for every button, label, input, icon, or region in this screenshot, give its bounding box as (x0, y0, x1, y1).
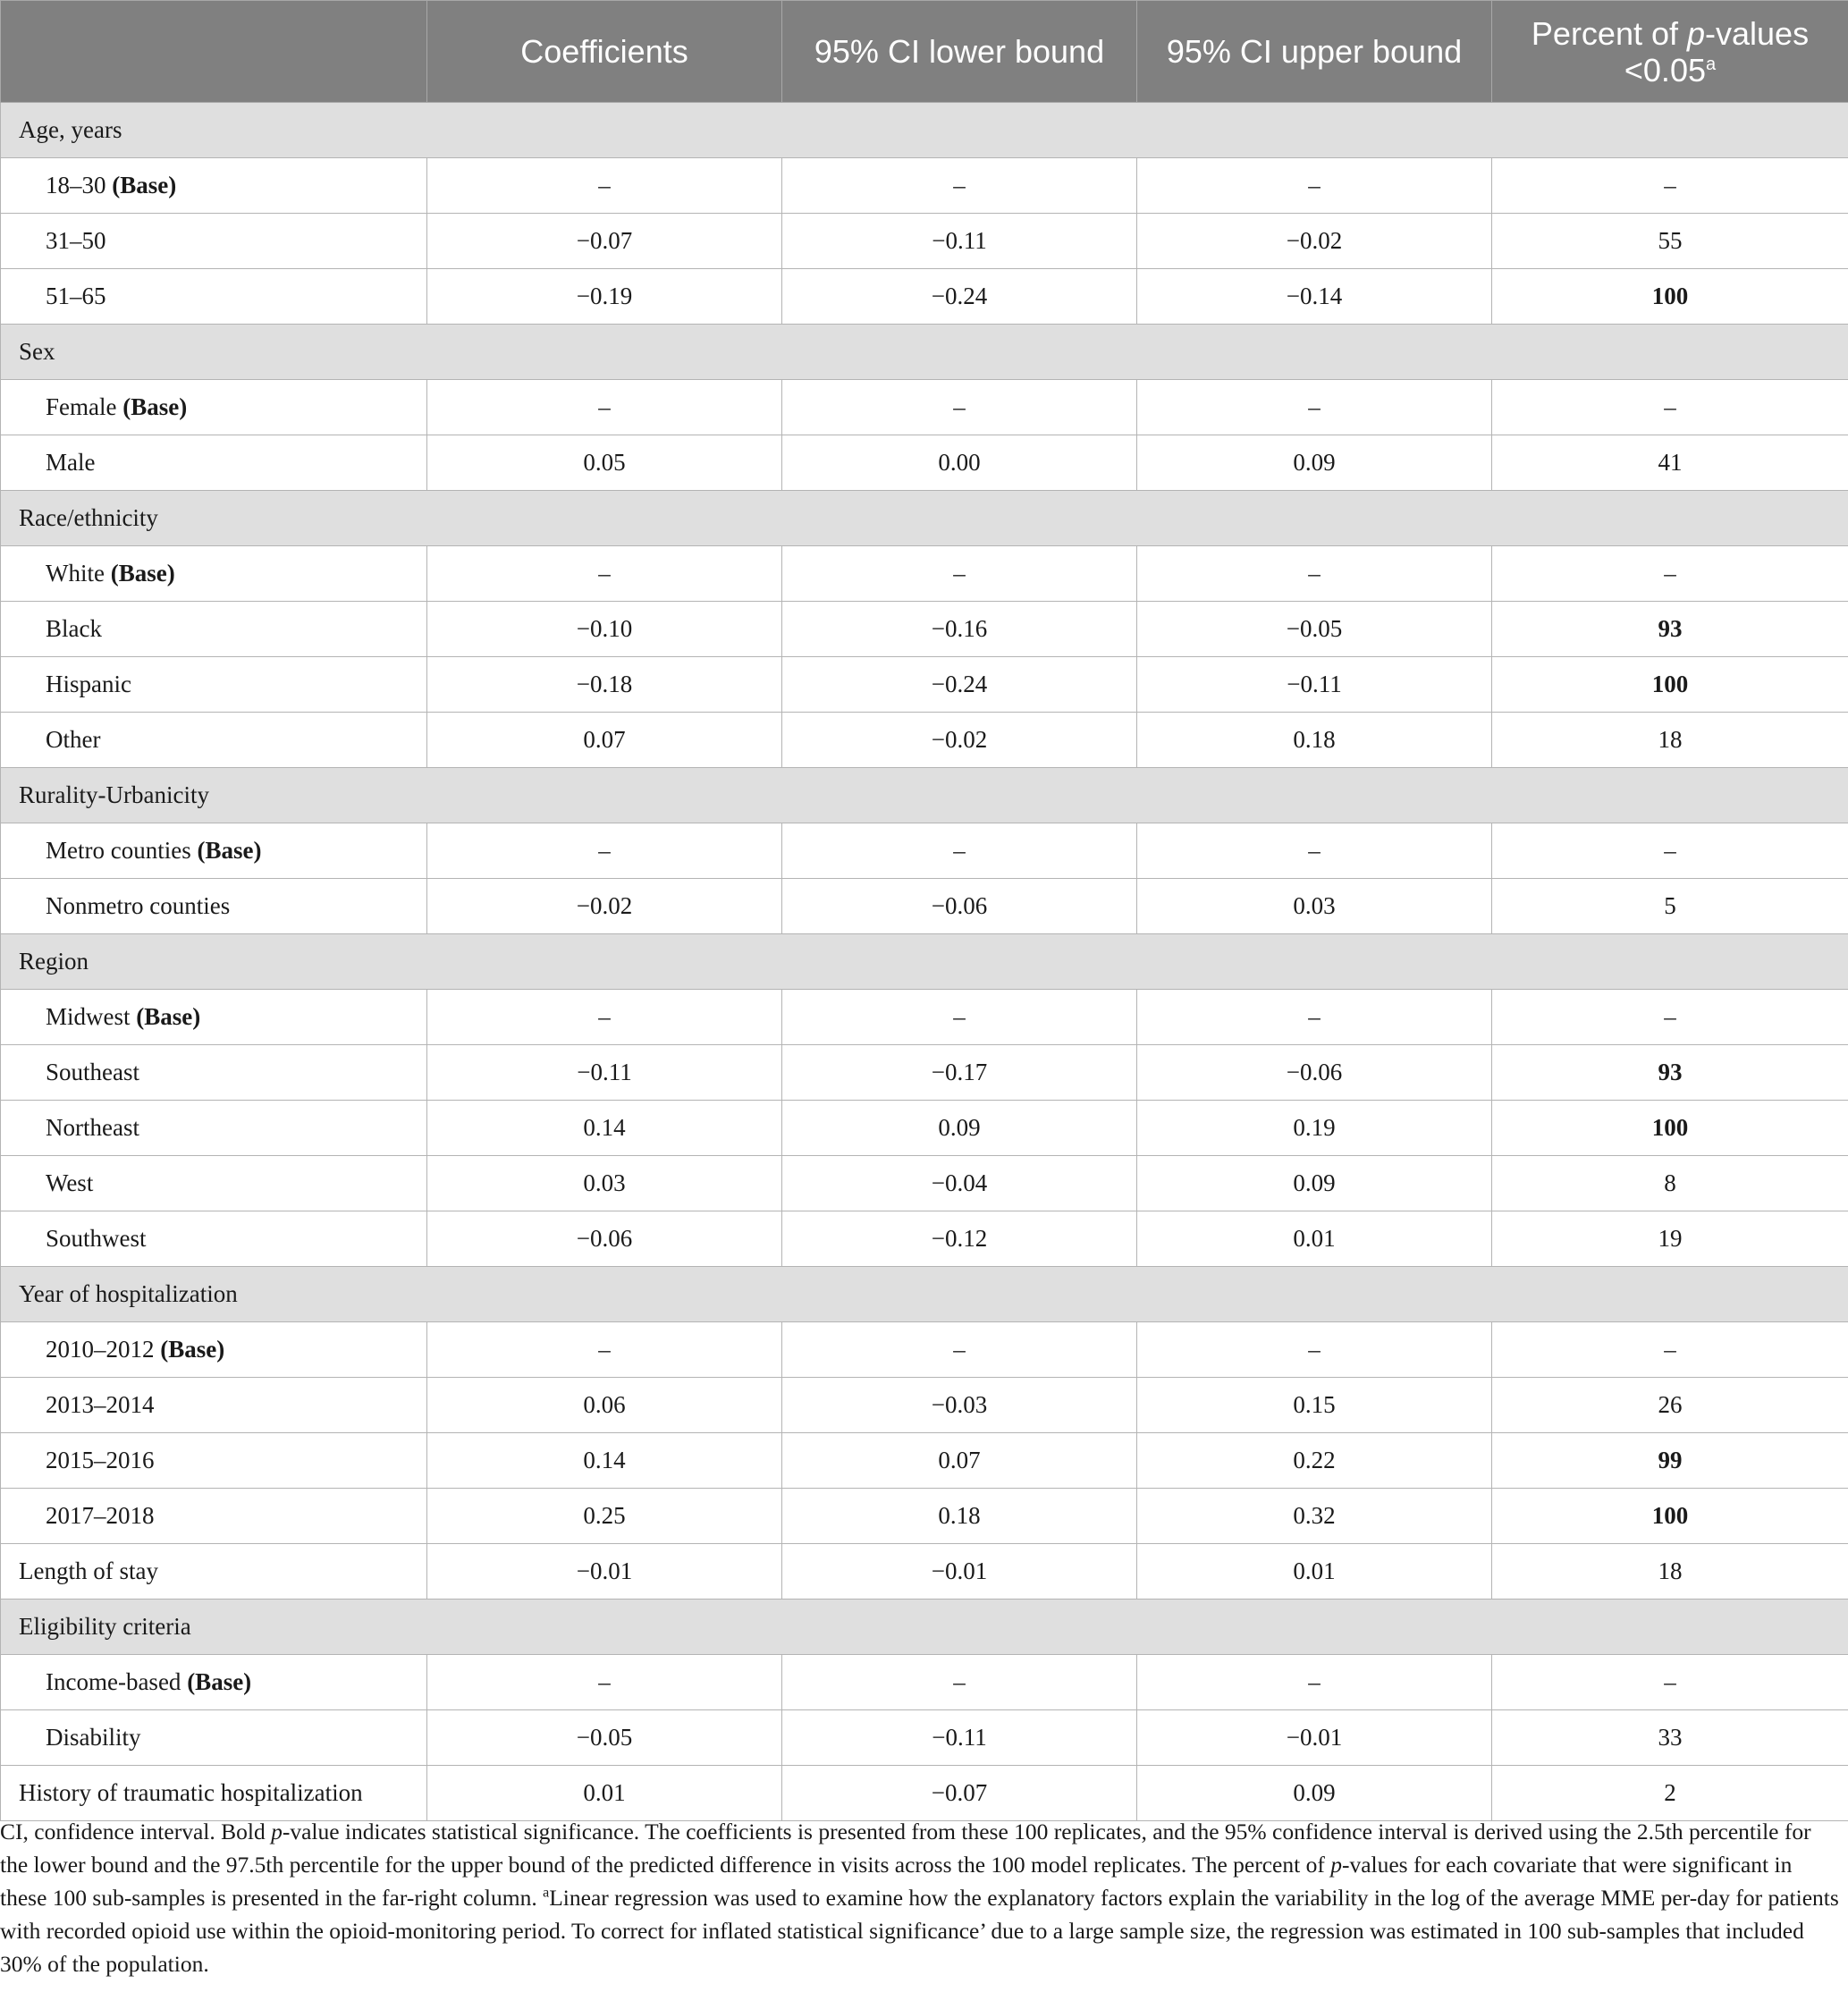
section-row (1, 768, 1848, 823)
coefficient-cell: 0.07 (427, 713, 782, 768)
ci-lower-cell: −0.11 (782, 214, 1137, 269)
coefficient-cell: 0.06 (427, 1378, 782, 1433)
coefficient-cell: −0.11 (427, 1045, 782, 1101)
section-label: Eligibility criteria (1, 1600, 1848, 1655)
coefficient-cell: 0.03 (427, 1156, 782, 1211)
coefficient-cell: −0.05 (427, 1710, 782, 1766)
base-tag: (Base) (112, 172, 177, 198)
percent-pvalue-cell: 93 (1492, 602, 1848, 657)
percent-pvalue-cell: 8 (1492, 1156, 1848, 1211)
ci-lower-cell: −0.01 (782, 1544, 1137, 1600)
ci-upper-cell: – (1137, 158, 1492, 214)
ci-upper-cell: – (1137, 1655, 1492, 1710)
header-pvalue-suffix: -values (1705, 14, 1810, 52)
ci-lower-cell: – (782, 1322, 1137, 1378)
percent-pvalue-cell: 100 (1492, 1489, 1848, 1544)
row-label (1, 380, 427, 435)
section-label: Age, years (1, 103, 1848, 158)
ci-upper-cell: 0.01 (1137, 1211, 1492, 1267)
coefficient-cell: −0.06 (427, 1211, 782, 1267)
percent-pvalue-cell: 100 (1492, 657, 1848, 713)
row-label (1, 1378, 427, 1433)
table-row (1, 158, 1848, 214)
table-row (1, 214, 1848, 269)
row-label-text: Black (46, 615, 102, 642)
coefficient-cell: −0.01 (427, 1544, 782, 1600)
coefficient-cell: −0.18 (427, 657, 782, 713)
table-row (1, 1489, 1848, 1544)
table-row (1, 1045, 1848, 1101)
ci-upper-cell: 0.15 (1137, 1378, 1492, 1433)
ci-lower-cell: −0.12 (782, 1211, 1137, 1267)
ci-upper-cell: – (1137, 546, 1492, 602)
row-label (1, 269, 427, 325)
coefficient-cell: 0.25 (427, 1489, 782, 1544)
section-row (1, 1267, 1848, 1322)
percent-pvalue-cell: 18 (1492, 1544, 1848, 1600)
base-tag: (Base) (122, 393, 188, 420)
footnote-mark: a (543, 1885, 550, 1901)
base-tag: (Base) (197, 837, 262, 864)
ci-upper-cell: 0.18 (1137, 713, 1492, 768)
footnote-italic-p-2: p (1330, 1852, 1342, 1878)
coefficient-cell: −0.10 (427, 602, 782, 657)
row-label-text: Northeast (46, 1114, 139, 1141)
section-label: Region (1, 934, 1848, 990)
ci-lower-cell: −0.02 (782, 713, 1137, 768)
ci-lower-cell: −0.24 (782, 657, 1137, 713)
table-row (1, 546, 1848, 602)
percent-pvalue-cell: 33 (1492, 1710, 1848, 1766)
section-row (1, 325, 1848, 380)
percent-pvalue-cell: 5 (1492, 879, 1848, 934)
row-label-text: Female (46, 393, 117, 420)
section-row (1, 1600, 1848, 1655)
coefficient-cell: – (427, 990, 782, 1045)
row-label-text: Length of stay (19, 1557, 158, 1584)
row-label (1, 1710, 427, 1766)
percent-pvalue-cell: – (1492, 546, 1848, 602)
footnote-text-1: CI, confidence interval. Bold (0, 1819, 272, 1844)
coefficient-cell: 0.14 (427, 1101, 782, 1156)
table-row (1, 657, 1848, 713)
row-label (1, 1156, 427, 1211)
row-label (1, 214, 427, 269)
table-row (1, 823, 1848, 879)
ci-lower-cell: −0.24 (782, 269, 1137, 325)
base-tag: (Base) (110, 560, 175, 587)
table-body (1, 103, 1848, 1821)
row-label (1, 1655, 427, 1710)
ci-upper-cell: −0.02 (1137, 214, 1492, 269)
ci-upper-cell: – (1137, 990, 1492, 1045)
coefficient-cell: – (427, 1655, 782, 1710)
table-row (1, 1433, 1848, 1489)
header-footnote-mark: a (1705, 54, 1717, 74)
row-label (1, 657, 427, 713)
row-label-text: 18–30 (46, 172, 106, 198)
ci-lower-cell: 0.18 (782, 1489, 1137, 1544)
section-label: Year of hospitalization (1, 1267, 1848, 1322)
base-tag: (Base) (187, 1668, 252, 1695)
coefficient-cell: – (427, 1322, 782, 1378)
ci-upper-cell: – (1137, 1322, 1492, 1378)
ci-upper-cell: 0.32 (1137, 1489, 1492, 1544)
table-row (1, 1766, 1848, 1821)
footnote-text-2: -value indicates statistical significance. The coefficients is presented from these 100 replicates, and the 95% confidence interval is derived using the 2.5th percentile for the lower bound and the 97.5th percentile for the upper bound of the predicted difference in visits across the 100 model replicates. The percent of (0, 1819, 1811, 1878)
percent-pvalue-cell: 99 (1492, 1433, 1848, 1489)
table-row (1, 435, 1848, 491)
header-coefficients: Coefficients (427, 1, 782, 103)
table-row (1, 1544, 1848, 1600)
coefficient-cell: – (427, 823, 782, 879)
ci-upper-cell: 0.01 (1137, 1544, 1492, 1600)
percent-pvalue-cell: 100 (1492, 1101, 1848, 1156)
row-label-text: Midwest (46, 1003, 131, 1030)
row-label-text: Male (46, 449, 96, 476)
percent-pvalue-cell: 100 (1492, 269, 1848, 325)
section-row (1, 491, 1848, 546)
coefficient-cell: −0.07 (427, 214, 782, 269)
ci-lower-cell: −0.16 (782, 602, 1137, 657)
percent-pvalue-cell: 19 (1492, 1211, 1848, 1267)
table-header (1, 1, 1848, 103)
row-label (1, 713, 427, 768)
table-row (1, 1156, 1848, 1211)
percent-pvalue-cell: – (1492, 1655, 1848, 1710)
table-row (1, 380, 1848, 435)
percent-pvalue-cell: 2 (1492, 1766, 1848, 1821)
table-row (1, 602, 1848, 657)
row-label-text: Southeast (46, 1059, 139, 1085)
table-row (1, 713, 1848, 768)
base-tag: (Base) (136, 1003, 201, 1030)
section-row (1, 103, 1848, 158)
footnote-text-3: -values for each covariate that were significant in these 100 sub-samples is presented in the far-right column. (0, 1852, 1793, 1911)
coefficient-cell: −0.19 (427, 269, 782, 325)
row-label-text: Southwest (46, 1225, 147, 1252)
section-row (1, 934, 1848, 990)
ci-lower-cell: 0.00 (782, 435, 1137, 491)
row-label-text: Nonmetro counties (46, 892, 231, 919)
row-label-text: History of traumatic hospitalization (19, 1779, 363, 1806)
row-label-text: 51–65 (46, 283, 106, 309)
row-label-text: Metro counties (46, 837, 191, 864)
row-label-text: Income-based (46, 1668, 181, 1695)
table-footnote (0, 1815, 1842, 1980)
percent-pvalue-cell: 93 (1492, 1045, 1848, 1101)
percent-pvalue-cell: – (1492, 158, 1848, 214)
row-label (1, 1211, 427, 1267)
ci-lower-cell: – (782, 1655, 1137, 1710)
row-label-text: Disability (46, 1724, 141, 1751)
ci-upper-cell: −0.11 (1137, 657, 1492, 713)
row-label (1, 990, 427, 1045)
row-label-text: 2010–2012 (46, 1336, 155, 1363)
header-ci-lower: 95% CI lower bound (782, 1, 1137, 103)
ci-upper-cell: – (1137, 380, 1492, 435)
percent-pvalue-cell: – (1492, 990, 1848, 1045)
ci-upper-cell: −0.06 (1137, 1045, 1492, 1101)
row-label (1, 1766, 427, 1821)
ci-lower-cell: – (782, 158, 1137, 214)
header-pvalue-threshold: <0.05 (1624, 51, 1706, 89)
table-row (1, 1378, 1848, 1433)
table-row (1, 269, 1848, 325)
ci-lower-cell: – (782, 380, 1137, 435)
row-label (1, 1045, 427, 1101)
section-label: Race/ethnicity (1, 491, 1848, 546)
coefficient-cell: – (427, 158, 782, 214)
ci-lower-cell: 0.09 (782, 1101, 1137, 1156)
row-label (1, 1433, 427, 1489)
ci-lower-cell: −0.04 (782, 1156, 1137, 1211)
ci-upper-cell: – (1137, 823, 1492, 879)
percent-pvalue-cell: – (1492, 380, 1848, 435)
table-row (1, 1655, 1848, 1710)
ci-lower-cell: – (782, 546, 1137, 602)
row-label-text: 2013–2014 (46, 1391, 155, 1418)
footnote-italic-p-1: p (271, 1819, 283, 1844)
table-row (1, 1101, 1848, 1156)
table-row (1, 1322, 1848, 1378)
ci-upper-cell: 0.19 (1137, 1101, 1492, 1156)
ci-upper-cell: 0.09 (1137, 1766, 1492, 1821)
table-row (1, 990, 1848, 1045)
header-ci-upper: 95% CI upper bound (1137, 1, 1492, 103)
percent-pvalue-cell: – (1492, 1322, 1848, 1378)
row-label (1, 435, 427, 491)
row-label (1, 1322, 427, 1378)
percent-pvalue-cell: 41 (1492, 435, 1848, 491)
row-label-text: Other (46, 726, 101, 753)
coefficient-cell: 0.01 (427, 1766, 782, 1821)
ci-lower-cell: −0.17 (782, 1045, 1137, 1101)
ci-lower-cell: −0.06 (782, 879, 1137, 934)
row-label (1, 823, 427, 879)
coefficient-cell: – (427, 380, 782, 435)
ci-upper-cell: 0.09 (1137, 435, 1492, 491)
percent-pvalue-cell: 18 (1492, 713, 1848, 768)
row-label (1, 602, 427, 657)
ci-lower-cell: – (782, 823, 1137, 879)
row-label-text: 31–50 (46, 227, 106, 254)
row-label (1, 1101, 427, 1156)
header-covariate (1, 1, 427, 103)
row-label (1, 1544, 427, 1600)
row-label-text: Hispanic (46, 671, 131, 697)
ci-upper-cell: −0.14 (1137, 269, 1492, 325)
ci-upper-cell: 0.09 (1137, 1156, 1492, 1211)
table-row (1, 1710, 1848, 1766)
header-row (1, 1, 1848, 103)
ci-lower-cell: – (782, 990, 1137, 1045)
ci-upper-cell: 0.22 (1137, 1433, 1492, 1489)
ci-upper-cell: 0.03 (1137, 879, 1492, 934)
row-label (1, 546, 427, 602)
ci-lower-cell: −0.03 (782, 1378, 1137, 1433)
coefficient-cell: – (427, 546, 782, 602)
header-pvalue-italic-p: p (1687, 14, 1706, 52)
ci-upper-cell: −0.05 (1137, 602, 1492, 657)
header-pvalue-prefix: Percent of (1531, 14, 1687, 52)
row-label (1, 158, 427, 214)
footnote-text-4: Linear regression was used to examine how the explanatory factors explain the variability in the log of the average MME per-day for patients with recorded opioid use within the opioid-monitoring period. To correct for inflated statistical significance’ due to a large sample size, the regression was estimated in 100 sub-samples that included 30% of the population. (0, 1885, 1839, 1977)
base-tag: (Base) (160, 1336, 225, 1363)
percent-pvalue-cell: 55 (1492, 214, 1848, 269)
section-label: Sex (1, 325, 1848, 380)
table-row (1, 879, 1848, 934)
ci-upper-cell: −0.01 (1137, 1710, 1492, 1766)
coefficient-cell: 0.14 (427, 1433, 782, 1489)
header-percent-pvalues (1492, 1, 1848, 103)
row-label-text: 2017–2018 (46, 1502, 155, 1529)
row-label-text: West (46, 1169, 94, 1196)
row-label (1, 1489, 427, 1544)
row-label (1, 879, 427, 934)
table-row (1, 1211, 1848, 1267)
coefficient-cell: −0.02 (427, 879, 782, 934)
row-label-text: 2015–2016 (46, 1447, 155, 1473)
ci-lower-cell: −0.07 (782, 1766, 1137, 1821)
ci-lower-cell: 0.07 (782, 1433, 1137, 1489)
coefficient-cell: 0.05 (427, 435, 782, 491)
row-label-text: White (46, 560, 105, 587)
percent-pvalue-cell: 26 (1492, 1378, 1848, 1433)
ci-lower-cell: −0.11 (782, 1710, 1137, 1766)
section-label: Rurality-Urbanicity (1, 768, 1848, 823)
percent-pvalue-cell: – (1492, 823, 1848, 879)
